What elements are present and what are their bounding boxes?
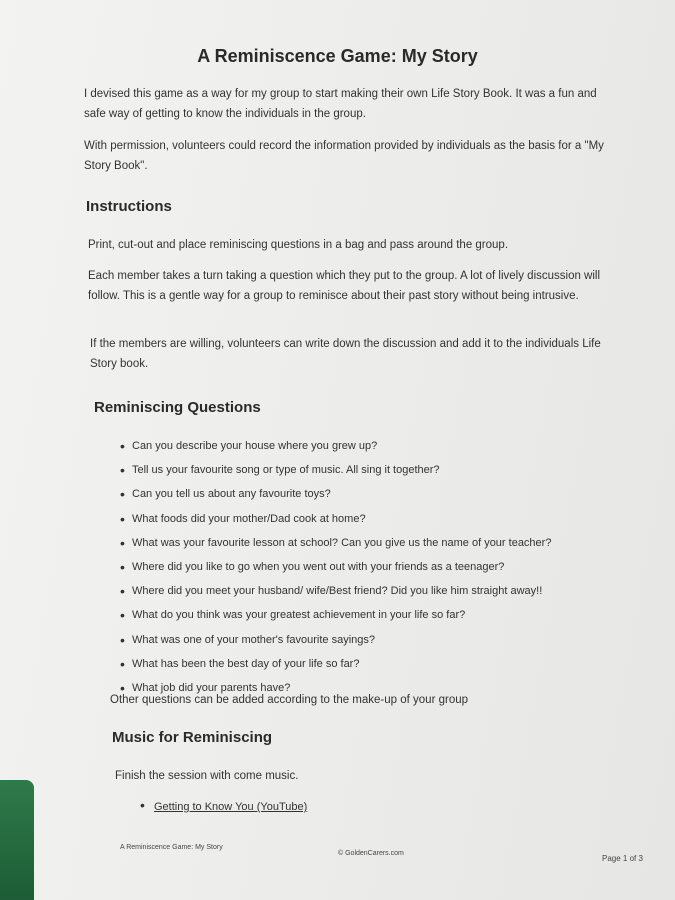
instructions-paragraph-1: Print, cut-out and place reminiscing questions in a bag and pass around the group. (88, 239, 509, 251)
instructions-paragraph-3: If the members are willing, volunteers can write down the discussion and add it to the individuals Life Story book. (90, 338, 601, 370)
music-text: Finish the session with come music. (115, 770, 299, 782)
questions-list (120, 434, 600, 700)
list-item: • What was your favourite lesson at school? Can you give us the name of your teacher? (120, 531, 600, 555)
music-heading: Music for Reminiscing (112, 729, 273, 746)
intro-paragraph-2: With permission, volunteers could record the information provided by individuals as the basis for a "My Story Book". (84, 140, 604, 172)
list-item: • Can you tell us about any favourite toys? (120, 482, 600, 506)
list-item: • Can you describe your house where you grew up? (120, 434, 600, 458)
list-item: • What do you think was your greatest achievement in your life so far? (120, 603, 600, 627)
youtube-link[interactable]: Getting to Know You (YouTube) (153, 801, 308, 813)
list-item: • What has been the best day of your life so far? (120, 652, 600, 676)
questions-note: Other questions can be added according to the make-up of your group (110, 694, 469, 706)
footer-page-number: Page 1 of 3 (602, 854, 643, 863)
list-item: • What was one of your mother's favourite sayings? (120, 628, 600, 652)
green-folder-corner (0, 780, 34, 900)
list-item: • Where did you meet your husband/ wife/Best friend? Did you like him straight away!! (120, 579, 600, 603)
list-item: • What foods did your mother/Dad cook at home? (120, 507, 600, 531)
list-item: • Where did you like to go when you went out with your friends as a teenager? (120, 555, 600, 579)
questions-heading: Reminiscing Questions (94, 399, 261, 416)
list-item: • What job did your parents have? (120, 676, 600, 700)
music-link-item (140, 797, 307, 813)
footer-left: A Reminiscence Game: My Story (120, 844, 223, 851)
list-item: • Tell us your favourite song or type of music. All sing it together? (120, 458, 600, 482)
intro-paragraph-1: I devised this game as a way for my group to start making their own Life Story Book. It was a fun and safe way of getting to know the individuals in the group. (84, 88, 597, 120)
footer-copyright: © GoldenCarers.com (338, 850, 404, 857)
page-title: A Reminiscence Game: My Story (197, 46, 478, 66)
instructions-paragraph-2: Each member takes a turn taking a question which they put to the group. A lot of lively discussion will follow. This is a gentle way for a group to reminisce about their past story without being intrusive. (88, 270, 601, 302)
instructions-heading: Instructions (86, 198, 172, 215)
